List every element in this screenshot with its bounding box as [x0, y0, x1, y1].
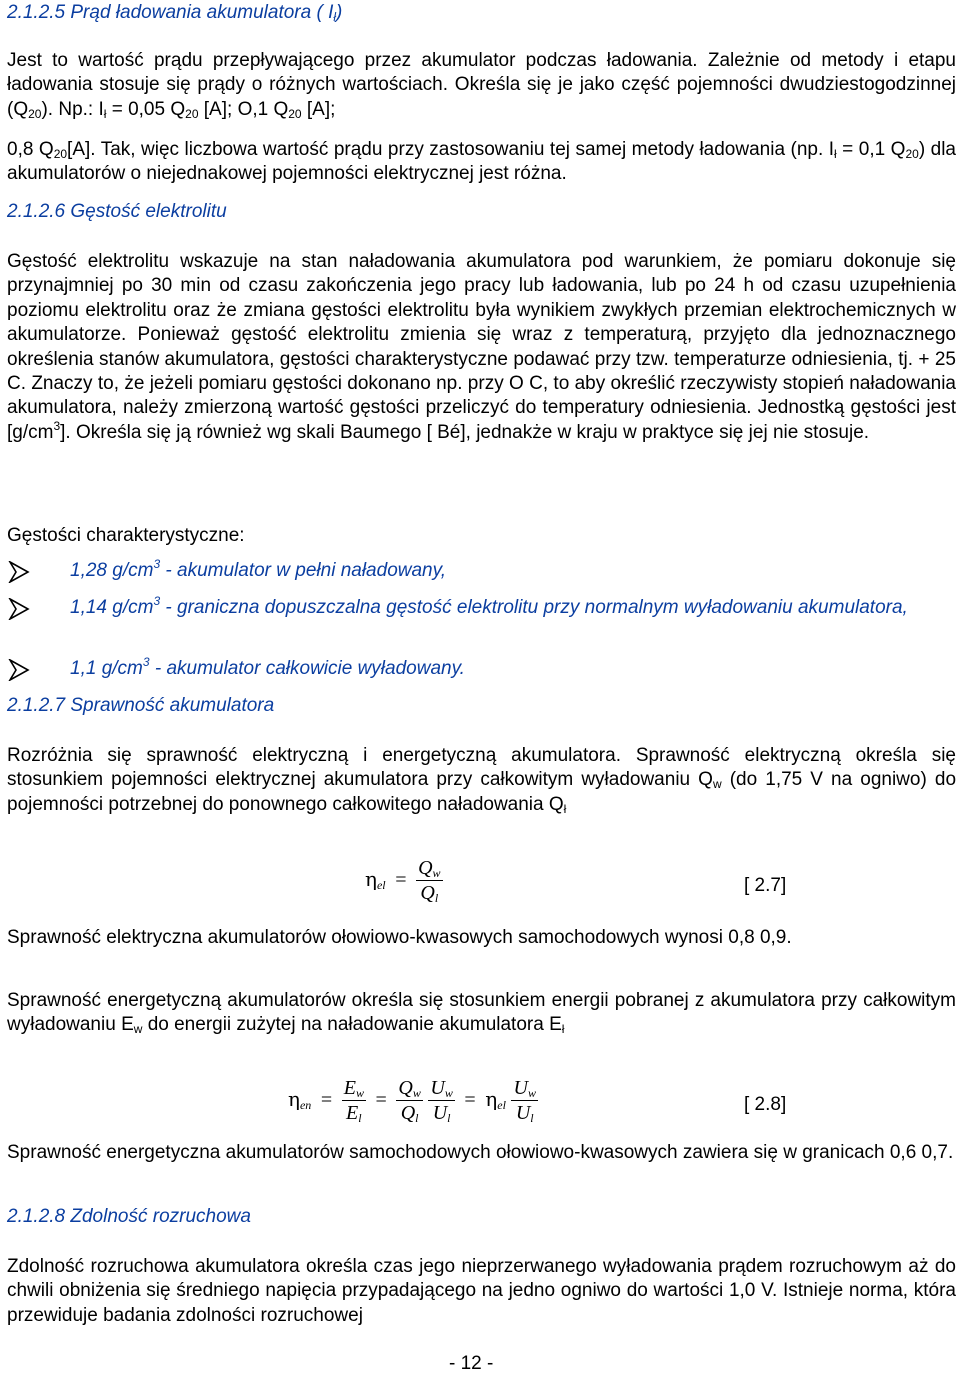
- denominator: [511, 1101, 537, 1125]
- equation-number: [ 2.7]: [744, 875, 787, 896]
- section-heading-electrolyte-density: 2.1.2.6 Gęstość elektrolitu: [7, 201, 227, 222]
- subscript: 20: [28, 106, 42, 121]
- denominator: [342, 1101, 366, 1125]
- numerator: [342, 1076, 366, 1101]
- paragraph-energy-efficiency: [7, 989, 956, 1038]
- equals-sign: =: [320, 1088, 333, 1111]
- subscript: 20: [288, 106, 302, 121]
- equals-sign: =: [375, 1088, 387, 1111]
- equation-energy-efficiency: [7, 1076, 956, 1136]
- subscript: w: [355, 1086, 364, 1100]
- text-run: ). Np.: I: [41, 98, 104, 120]
- text-run: 1,28 g/cm: [70, 560, 154, 581]
- equation-body: [288, 1076, 538, 1125]
- subscript: ł: [561, 1022, 565, 1037]
- list-item-text: [70, 657, 956, 681]
- text-run: = 0,1 Q: [836, 139, 906, 160]
- denominator: [416, 881, 442, 905]
- symbol: U: [515, 1102, 531, 1124]
- symbol: Q: [420, 882, 435, 904]
- text-run: 0,8 Q: [7, 139, 54, 160]
- subscript: 20: [905, 147, 919, 161]
- equation-body: [365, 856, 443, 905]
- paragraph-charging-current-example: [7, 138, 956, 187]
- subscript: w: [412, 1086, 421, 1100]
- eta-symbol: η: [485, 1086, 498, 1111]
- text-run: [A]; O,1 Q: [198, 98, 289, 120]
- paragraph-starting-ability: Zdolność rozruchowa akumulatora określa czas jego nieprzerwanego wyładowania prądem rozruchowym aż do chwili obniżenia się średniego napięcia przypadającego na jedno ogniwo do wartości 1,0 V. Istnieje norma, która przewiduje badania zdolności rozruchowej: [7, 1256, 956, 1326]
- section-heading-starting-ability: 2.1.2.8 Zdolność rozruchowa: [7, 1206, 251, 1227]
- text-run: do energii zużytej na naładowanie akumulatora E: [142, 1014, 562, 1036]
- subscript: el: [376, 877, 386, 892]
- symbol: E: [346, 1102, 359, 1124]
- numerator: [396, 1076, 422, 1101]
- section-heading-charging-current: [7, 1, 342, 25]
- text-run: Rozróżnia się sprawność elektryczną i energetyczną akumulatora. Sprawność elektryczną określa się stosunkiem pojemności elektrycznej akumulatora przy całkowitym wyładowaniu Q: [7, 745, 956, 791]
- text-run: 1,1 g/cm: [70, 658, 143, 679]
- equation-electrical-efficiency: [7, 856, 956, 916]
- symbol: U: [513, 1077, 528, 1099]
- symbol: U: [430, 1077, 445, 1099]
- subscript: l: [447, 1111, 451, 1125]
- text-run: ]. Określa się ją również wg skali Baumego [ Bé], jednakże w kraju w praktyce się jej nie stosuje.: [60, 421, 870, 443]
- text-run: = 0,05 Q: [106, 98, 186, 120]
- subscript: w: [432, 866, 441, 880]
- subscript: w: [133, 1022, 143, 1037]
- paragraph-electrical-efficiency-range: Sprawność elektryczna akumulatorów ołowiowo-kwasowych samochodowych wynosi 0,8 0,9.: [7, 927, 792, 948]
- subscript: ł: [834, 147, 837, 161]
- subscript: l: [358, 1111, 362, 1125]
- text-run: - akumulator całkowicie wyładowany.: [149, 658, 465, 679]
- equation-number: [ 2.8]: [744, 1094, 787, 1115]
- equals-sign: =: [464, 1088, 476, 1111]
- arrowhead-bullet-icon: [7, 598, 31, 620]
- numerator: [511, 1076, 537, 1101]
- symbol: U: [432, 1102, 448, 1124]
- text-run: [A];: [301, 98, 336, 120]
- symbol: Q: [398, 1077, 413, 1099]
- text-run: 1,14 g/cm: [70, 597, 154, 618]
- subscript: el: [497, 1097, 506, 1112]
- text-run: (do 1,75 V na ogniwo) do pojemności potrzebnej do ponownego całkowitego naładowania Q: [7, 769, 957, 815]
- subscript: en: [299, 1097, 312, 1112]
- subscript: l: [434, 891, 439, 905]
- symbol: E: [343, 1077, 356, 1099]
- page-number: - 12 -: [449, 1353, 494, 1374]
- subscript: w: [712, 777, 722, 792]
- fraction: [511, 1076, 537, 1125]
- list-item-text: [70, 596, 956, 620]
- superscript: 3: [142, 655, 150, 669]
- subscript: ł: [563, 801, 567, 816]
- fraction: [428, 1076, 454, 1125]
- subscript: l: [415, 1111, 419, 1125]
- heading-end: ): [336, 2, 343, 23]
- denominator: [428, 1101, 454, 1125]
- paragraph-energy-efficiency-range: Sprawność energetyczna akumulatorów samochodowych ołowiowo-kwasowych zawiera się w granicach 0,6 0,7.: [7, 1142, 954, 1163]
- symbol: Q: [400, 1102, 416, 1124]
- text-run: - akumulator w pełni naładowany,: [160, 560, 446, 581]
- eta-symbol: η: [288, 1086, 300, 1111]
- subscript: 20: [185, 106, 199, 121]
- superscript: 3: [53, 418, 61, 433]
- paragraph-charging-current: [7, 49, 956, 122]
- subscript: ł: [103, 106, 107, 121]
- fraction: [416, 856, 442, 905]
- text-run: ) dla akumulatorów o niejednakowej pojemności elektrycznej jest różna.: [7, 139, 956, 185]
- paragraph-electrical-efficiency: [7, 744, 956, 817]
- numerator: [416, 856, 442, 881]
- numerator: [428, 1076, 454, 1101]
- fraction: [342, 1076, 366, 1125]
- paragraph-electrolyte-density: [7, 250, 956, 445]
- denominator: [396, 1101, 422, 1125]
- subscript: w: [527, 1086, 536, 1100]
- superscript: 3: [153, 557, 161, 571]
- text-run: - graniczna dopuszczalna gęstość elektrolitu przy normalnym wyładowaniu akumulatora,: [160, 597, 908, 618]
- text-run: Sprawność energetyczną akumulatorów określa się stosunkiem energii pobranej z akumulatora przy całkowitym wyładowaniu E: [7, 990, 956, 1036]
- eta-symbol: η: [365, 866, 377, 891]
- subscript: w: [444, 1086, 453, 1100]
- fraction: [396, 1076, 422, 1125]
- superscript: 3: [153, 594, 161, 608]
- arrowhead-bullet-icon: [7, 561, 31, 583]
- subscript: 20: [53, 147, 68, 161]
- equals-sign: =: [395, 868, 407, 891]
- list-item-text: [70, 559, 956, 583]
- text-run: Gęstość elektrolitu wskazuje na stan naładowania akumulatora pod warunkiem, że pomiaru dokonuje się przynajmniej po 30 min od czasu zakończenia jego pracy lub ładowania, lub po 24 h od czasu uzupełnienia poziomu elektrolitu oraz że zmiana gęstości elektrolitu była wynikiem zwykłych przemian elektrochemicznych w akumulatorze. Ponieważ gęstość elektrolitu zmienia się wraz z temperaturą, przyjęto dla jednoznacznego określenia stanów akumulatora, gęstości charakterystyczne podawać przy tzw. temperaturze odniesienia, tj. + 25 C. Znaczy to, że jeżeli pomiaru gęstości dokonano np. przy O C, to aby określić rzeczywisty stopień naładowania akumulatora, należy zmierzoną wartość gęstości przeliczyć do temperatury odniesienia. Jednostką gęstości jest [g/cm: [7, 251, 956, 443]
- arrowhead-bullet-icon: [7, 659, 31, 681]
- text-run: Jest to wartość prądu przepływającego przez akumulator podczas ładowania. Zależnie od metody i etapu ładowania stosuje się prądy o różnych wartościach. Określa się je jako część pojemności dwudziestogodzinnej (Q: [7, 50, 956, 120]
- section-heading-efficiency: 2.1.2.7 Sprawność akumulatora: [7, 695, 275, 716]
- symbol: Q: [418, 857, 433, 879]
- paragraph-characteristic-densities: Gęstości charakterystyczne:: [7, 525, 245, 546]
- heading-text: 2.1.2.5 Prąd ładowania akumulatora ( I: [7, 2, 334, 23]
- text-run: [A]. Tak, więc liczbowa wartość prądu przy zastosowaniu tej samej metody ładowania (np. I: [67, 139, 835, 160]
- subscript: l: [530, 1111, 534, 1125]
- heading-subscript: ł: [333, 10, 337, 24]
